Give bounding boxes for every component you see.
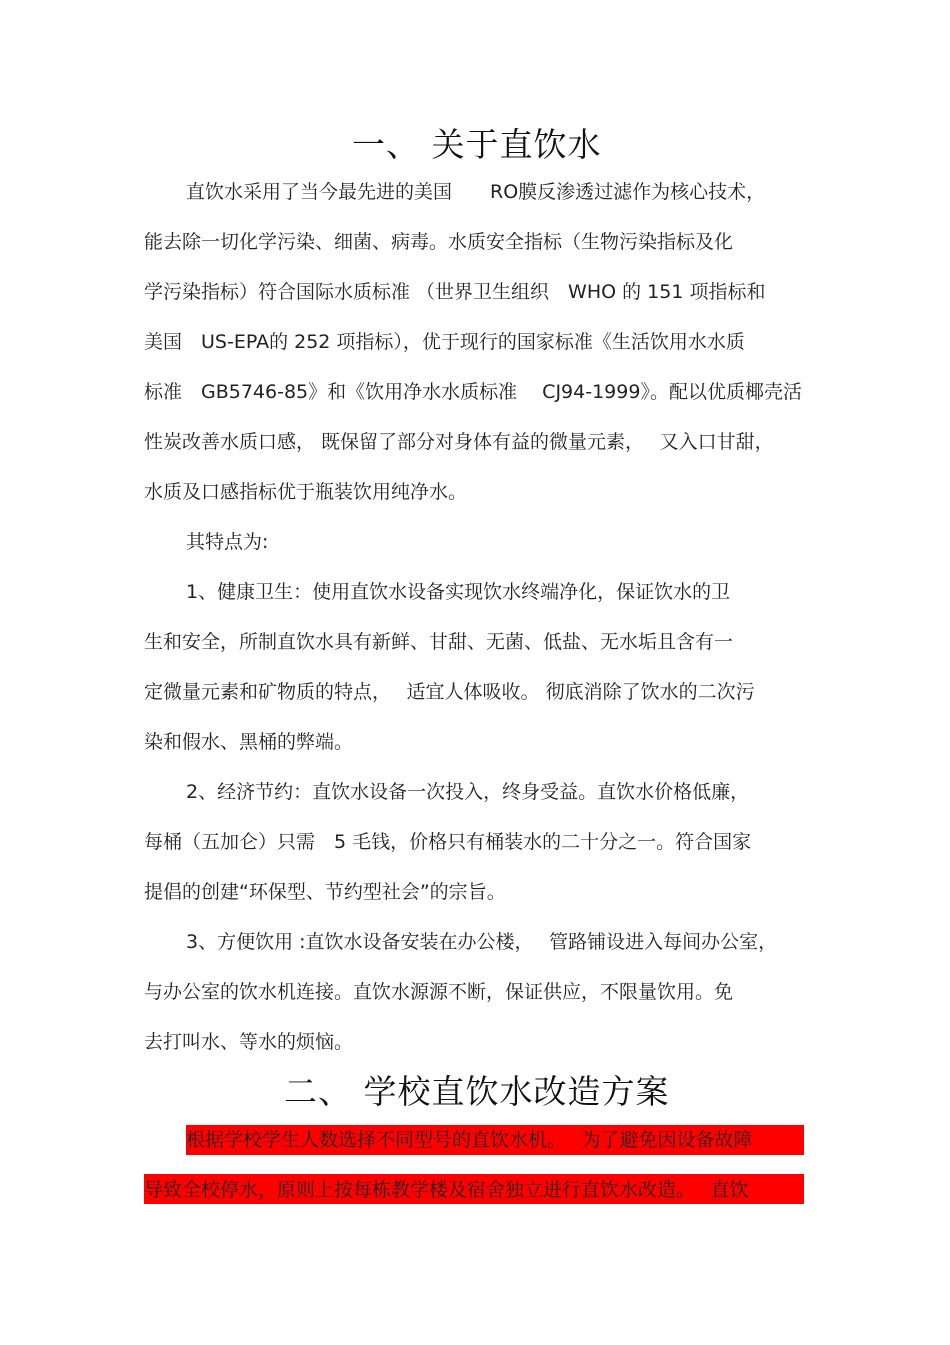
feature2-line-2: 每桶（五加仑）只需 5 毛钱，价格只有桶装水的二十分之一。符合国家: [144, 831, 752, 853]
feature3-line-1: 3、方便饮用 :直饮水设备安装在办公楼， 管路铺设进入每间办公室，: [186, 931, 778, 953]
feature1-line-4: 染和假水、黑桶的弊端。: [144, 731, 354, 753]
intro-line-7: 水质及口感指标优于瓶装饮用纯净水。: [144, 481, 468, 503]
feature1-line-2: 生和安全，所制直饮水具有新鲜、甘甜、无菌、低盐、无水垢且含有一: [144, 631, 734, 653]
intro-line-2: 能去除一切化学污染、细菌、病毒。水质安全指标（生物污染指标及化: [144, 231, 734, 253]
intro-line-3: 学污染指标）符合国际水质标准 （世界卫生组织 WHO 的 151 项指标和: [144, 281, 766, 303]
features-label: 其特点为:: [186, 531, 269, 553]
section1-heading: 一、 关于直饮水: [352, 125, 602, 164]
feature1-line-3: 定微量元素和矿物质的特点， 适宜人体吸收。 彻底消除了饮水的二次污: [144, 681, 755, 703]
intro-line-5: 标准 GB5746-85》和《饮用净水水质标准 CJ94-1999》。配以优质椰壳活: [144, 381, 802, 403]
feature2-line-3: 提倡的创建“环保型、节约型社会”的宗旨。: [144, 881, 506, 903]
intro-line-1: 直饮水采用了当今最先进的美国 RO膜反渗透过滤作为核心技术，: [186, 181, 766, 203]
feature1-line-1: 1、健康卫生：使用直饮水设备实现饮水终端净化，保证饮水的卫: [186, 581, 731, 603]
section2-line-1: 根据学校学生人数选择不同型号的直饮水机。 为了避免因设备故障: [186, 1129, 753, 1151]
feature3-line-2: 与办公室的饮水机连接。直饮水源源不断，保证供应，不限量饮用。免: [144, 981, 734, 1003]
intro-line-6: 性炭改善水质口感， 既保留了部分对身体有益的微量元素， 又入口甘甜，: [144, 431, 774, 453]
section2-heading: 二、 学校直饮水改造方案: [284, 1072, 670, 1111]
section2-line-2: 导致全校停水，原则上按每栋教学楼及宿舍独立进行直饮水改造。 直饮: [144, 1179, 749, 1201]
feature3-line-3: 去打叫水、等水的烦恼。: [144, 1031, 354, 1053]
intro-line-4: 美国 US-EPA的 252 项指标），优于现行的国家标准《生活饮用水水质: [144, 331, 745, 353]
feature2-line-1: 2、经济节约：直饮水设备一次投入，终身受益。直饮水价格低廉，: [186, 781, 750, 803]
